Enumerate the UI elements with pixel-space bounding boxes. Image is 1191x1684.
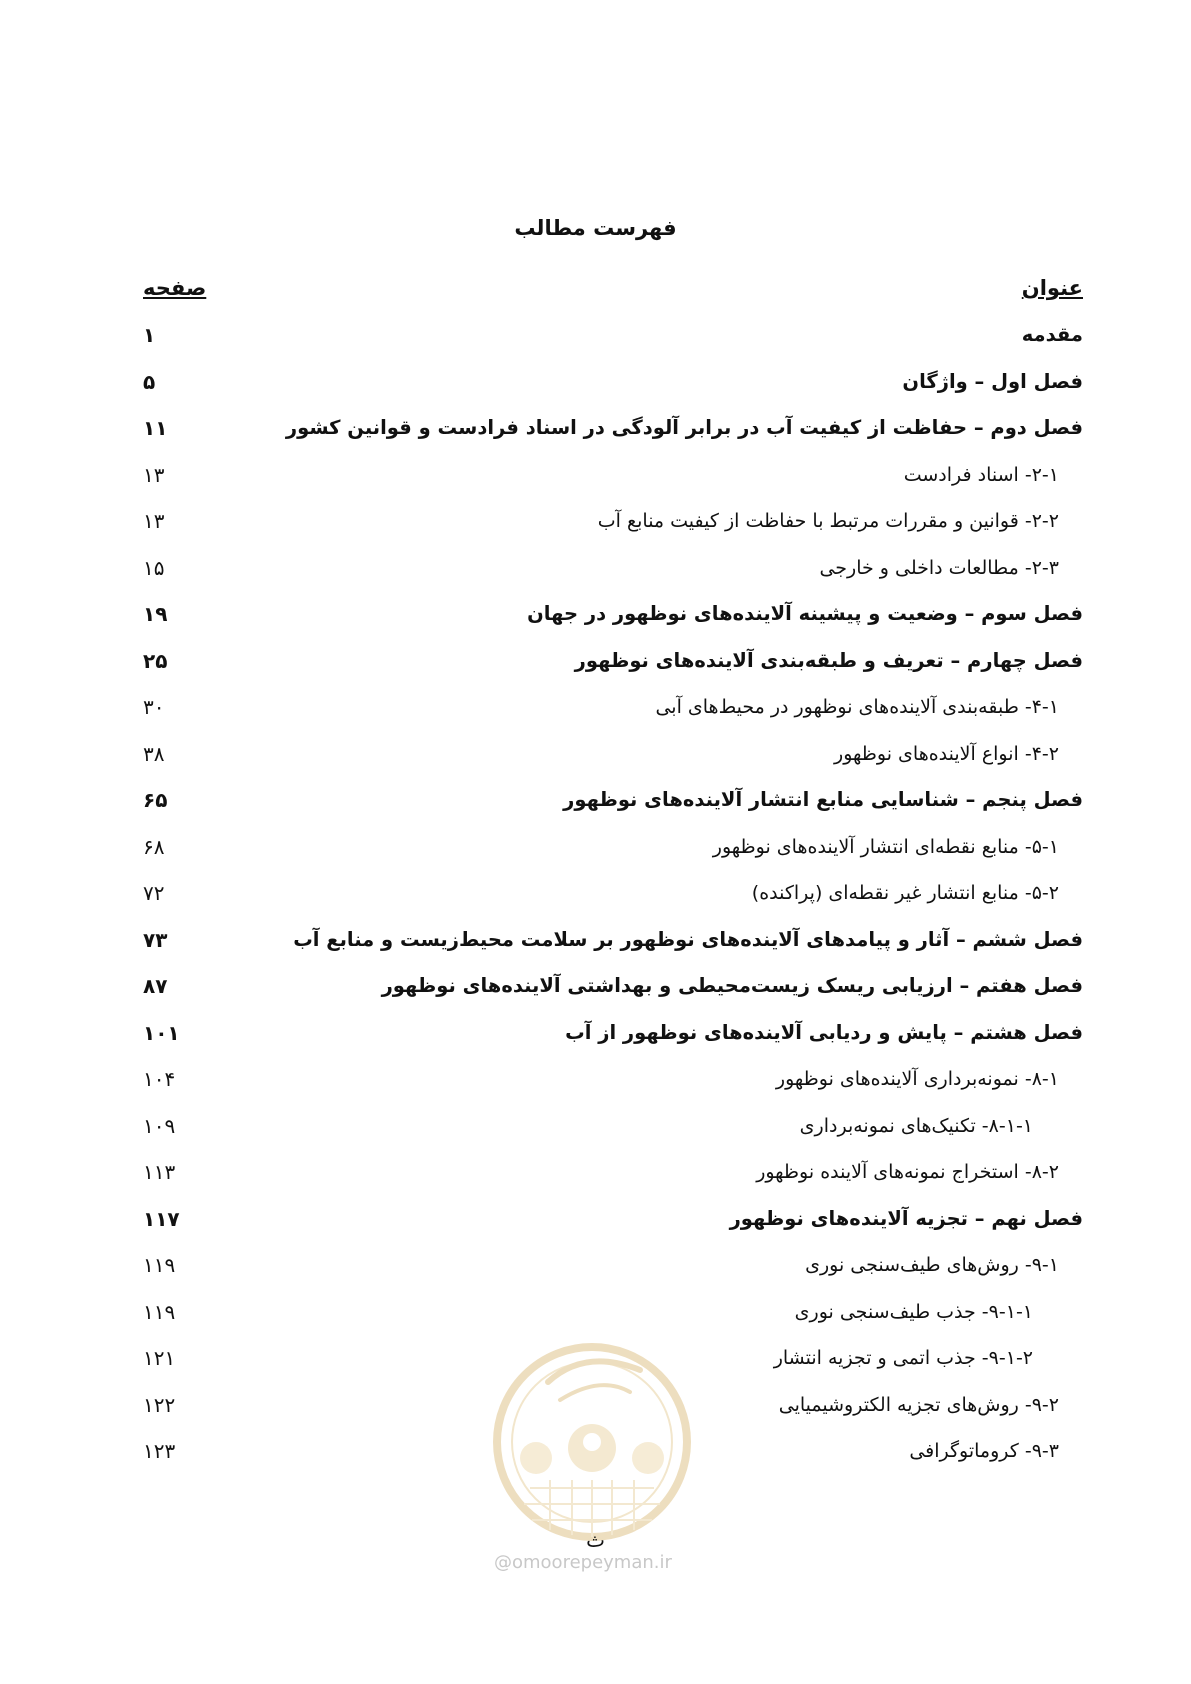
toc-entry-title: ۹-۱- روش‌های طیف‌سنجی نوری [805, 1254, 1059, 1276]
toc-chapter-row[interactable] [0, 638, 1191, 685]
toc-entry-title: فصل هفتم – ارزیابی ریسک زیست‌محیطی و بهداشتی آلاینده‌های نوظهور [381, 974, 1083, 997]
toc-chapter-row[interactable] [0, 1010, 1191, 1057]
toc-section-row[interactable] [0, 731, 1191, 778]
toc-entry-page: ۱۰۹ [143, 1113, 176, 1138]
toc-entry-page: ۶۵ [143, 788, 168, 812]
column-header-title: عنوان [1021, 276, 1083, 300]
page-title: فهرست مطالب [514, 216, 677, 240]
toc-entry-page: ۷۳ [143, 927, 168, 952]
toc-entry-page: ۱۰۱ [143, 1020, 180, 1045]
watermark-url: @omoorepeyman.ir [494, 1552, 672, 1573]
toc-entry-page: ۳۸ [143, 741, 165, 766]
toc-entry-page: ۱۹ [143, 602, 168, 626]
toc-entry-page: ۸۷ [143, 974, 168, 998]
toc-entry-title: فصل دوم – حفاظت از کیفیت آب در برابر آلودگی در اسناد فرادست و قوانین کشور [285, 416, 1083, 439]
toc-section-row[interactable] [0, 684, 1191, 731]
toc-entry-title: ۵-۱- منابع نقطه‌ای انتشار آلاینده‌های نوظهور [712, 835, 1059, 858]
toc-section-row[interactable] [0, 1242, 1191, 1289]
toc-entry-page: ۱۳ [143, 509, 165, 533]
toc-section-row[interactable] [0, 1056, 1191, 1103]
toc-entry-title: ۲-۲- قوانین و مقررات مرتبط با حفاظت از کیفیت منابع آب [597, 510, 1059, 532]
toc-entry-title: فصل اول – واژگان [902, 369, 1083, 393]
toc-entry-title: فصل چهارم – تعریف و طبقه‌بندی آلاینده‌های نوظهور [574, 648, 1083, 672]
toc-entry-page: ۱۲۳ [143, 1439, 176, 1463]
toc-entry-title: فصل پنجم – شناسایی منابع انتشار آلاینده‌های نوظهور [563, 788, 1083, 811]
toc-entry-title: ۹-۳- کروماتوگرافی [909, 1440, 1059, 1462]
toc-entry-title: ۵-۲- منابع انتشار غیر نقطه‌ای (پراکنده) [751, 882, 1059, 904]
toc-chapter-row[interactable] [0, 405, 1191, 452]
toc-section-row[interactable] [0, 1103, 1191, 1150]
toc-entry-title: فصل نهم – تجزیه آلاینده‌های نوظهور [729, 1206, 1083, 1230]
toc-entry-page: ۱ [143, 323, 156, 347]
toc-entry-title: ۸-۲- استخراج نمونه‌های آلاینده نوظهور [756, 1161, 1059, 1183]
toc-section-row[interactable] [0, 1149, 1191, 1196]
toc-entry-title: ۸-۱- نمونه‌برداری آلاینده‌های نوظهور [775, 1068, 1059, 1090]
toc-entry-title: ۴-۲- انواع آلاینده‌های نوظهور [834, 742, 1059, 765]
toc-entry-page: ۱۱۹ [143, 1253, 176, 1277]
toc-entry-page: ۳۰ [143, 695, 165, 719]
toc-entry-title: ۹-۱-۲- جذب اتمی و تجزیه انتشار [773, 1347, 1033, 1369]
toc-entry-page: ۶۸ [143, 834, 165, 859]
toc-entry-page: ۷۲ [143, 881, 165, 905]
table-of-contents [0, 312, 1191, 1475]
toc-entry-title: ۲-۳- مطالعات داخلی و خارجی [819, 556, 1059, 579]
toc-entry-page: ۲۵ [143, 648, 168, 673]
toc-entry-title: فصل سوم – وضعیت و پیشینه آلاینده‌های نوظهور در جهان [527, 602, 1083, 625]
toc-chapter-row[interactable] [0, 312, 1191, 359]
toc-section-row[interactable] [0, 452, 1191, 499]
toc-entry-title: ۹-۲- روش‌های تجزیه الکتروشیمیایی [778, 1393, 1059, 1416]
toc-entry-page: ۱۲۲ [143, 1392, 176, 1417]
toc-chapter-row[interactable] [0, 359, 1191, 406]
toc-section-row[interactable] [0, 498, 1191, 545]
toc-entry-page: ۵ [143, 369, 156, 394]
toc-section-row[interactable] [0, 824, 1191, 871]
toc-chapter-row[interactable] [0, 777, 1191, 824]
toc-entry-page: ۱۱۹ [143, 1299, 176, 1324]
toc-section-row[interactable] [0, 545, 1191, 592]
toc-entry-title: ۴-۱- طبقه‌بندی آلاینده‌های نوظهور در محیط‌های آبی [655, 696, 1059, 718]
page-number: ث [586, 1528, 605, 1552]
column-header-page: صفحه [143, 276, 207, 300]
toc-entry-page: ۱۲۱ [143, 1346, 176, 1370]
toc-chapter-row[interactable] [0, 1196, 1191, 1243]
toc-entry-title: ۲-۱- اسناد فرادست [903, 463, 1059, 486]
toc-entry-title: ۸-۱-۱- تکنیک‌های نمونه‌برداری [799, 1114, 1033, 1137]
toc-entry-page: ۱۱ [143, 416, 168, 440]
toc-section-row[interactable] [0, 1289, 1191, 1336]
toc-entry-page: ۱۵ [143, 555, 165, 580]
toc-chapter-row[interactable] [0, 591, 1191, 638]
toc-entry-title: ۹-۱-۱- جذب طیف‌سنجی نوری [794, 1300, 1033, 1323]
toc-entry-page: ۱۰۴ [143, 1067, 176, 1091]
toc-chapter-row[interactable] [0, 963, 1191, 1010]
toc-entry-page: ۱۱۷ [143, 1206, 180, 1231]
toc-section-row[interactable] [0, 870, 1191, 917]
toc-entry-title: فصل هشتم – پایش و ردیابی آلاینده‌های نوظهور از آب [565, 1020, 1083, 1044]
toc-chapter-row[interactable] [0, 917, 1191, 964]
toc-entry-page: ۱۳ [143, 462, 165, 487]
toc-entry-title: فصل ششم – آثار و پیامدهای آلاینده‌های نوظهور بر سلامت محیط‌زیست و منابع آب [293, 927, 1083, 951]
toc-entry-page: ۱۱۳ [143, 1160, 176, 1184]
toc-entry-title: مقدمه [1021, 323, 1083, 346]
